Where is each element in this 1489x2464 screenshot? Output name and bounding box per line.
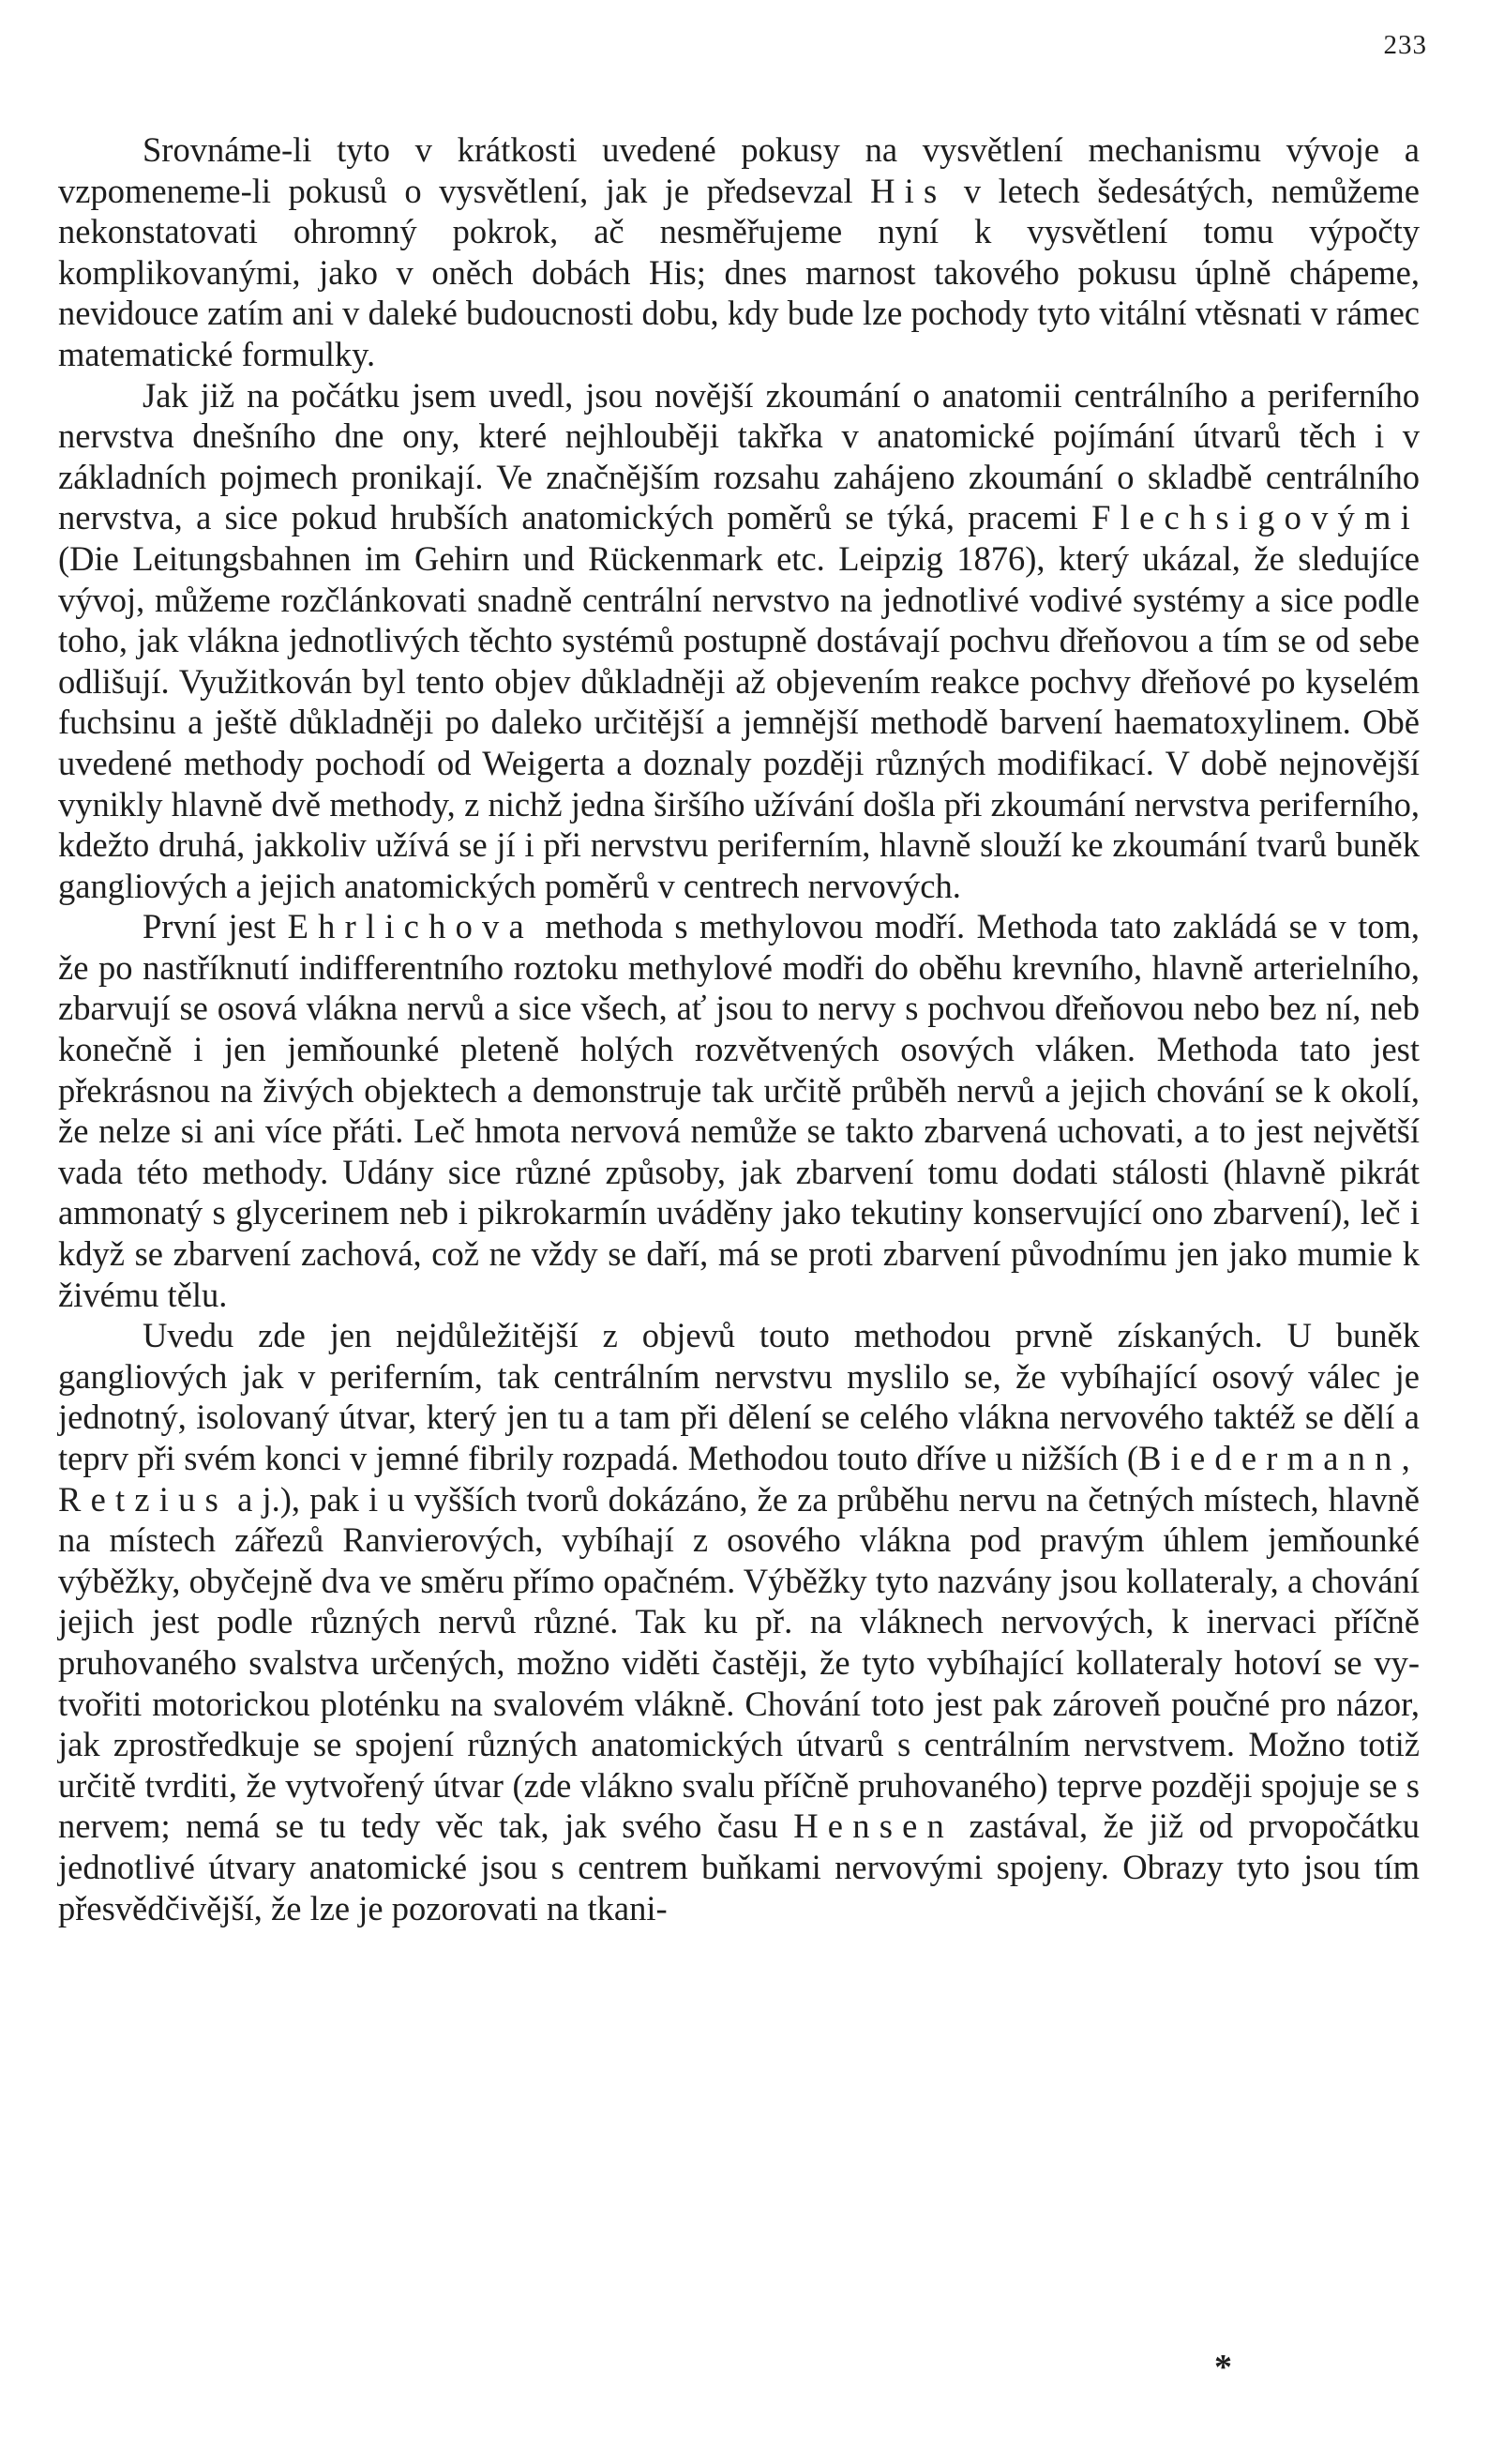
paragraph-3 <box>58 906 1420 1315</box>
paragraph-text: v letech šedesátých, nemůžeme nekonstatovati ohromný pokrok, ač nesměřujeme nyní k vysvětlení tomu výpočty komplikovanými, jako v oněch dobách His; dnes marnost takového pokusu úplně chápeme, nevidouce zatím ani v daleké budoucnosti dobu, kdy bude lze pochody tyto vitální vtěsnati v rámec matematické formulky. <box>58 171 1420 373</box>
author-names-biedermann-retzius: Biedermann, Retzius <box>58 1439 1420 1519</box>
paragraph-text: Uvedu zde jen nejdůležitější z objevů touto methodou prvně získaných. U buněk gangliových jak v periferním, tak centrálním nervstvu myslilo se, že vybíhající osový válec je jednotný, isolovaný útvar, který jen tu a tam při dělení se celého vlákna nervového taktéž se dělí a teprv při svém konci v jemné fibrily rozpadá. Methodou touto dříve u nižších ( <box>58 1316 1420 1477</box>
author-name-his: His <box>870 171 947 210</box>
author-name-hensen: Hensen <box>793 1806 955 1846</box>
paragraph-text: a j.), pak i u vyšších tvorů dokázáno, že za průběhu nervu na četných místech, hlavně na místech zářezů Ranvierových, vybíhají z osového vlákna pod pravým úhlem jemňounké výběžky, obyčejně dva ve směru přímo opačném. Výběžky tyto nazvány jsou kollateraly, a chování jejich jest podle různých nervů různé. Tak ku př. na vláknech nervových, k inervaci příčně pruhovaného svalstva určených, možno viděti častěji, že tyto vybíhající kollateraly hotoví se vytvořiti motorickou ploténku na svalovém vlákně. Chování toto jest pak zároveň poučné pro názor, jak zprostředkuje se spojení různých anatomických útvarů s centrálním nervstvem. Možno totiž určitě tvrditi, že vytvořený útvar (zde vlákno svalu příčně pruhovaného) teprve později spojuje se s nervem; nemá se tu tedy věc tak, jak svého času <box>58 1479 1420 1846</box>
paragraph-text: Jak již na počátku jsem uvedl, jsou novější zkoumání o anatomii centrálního a periferního nervstva dnešního dne ony, které nejhlouběji takřka v anatomické pojímání útvarů těch i v základních pojmech pronikají. Ve značnějším rozsahu zahájeno zkoumání o skladbě centrálního nervstva, a sice pokud hrubších anatomických poměrů se týká, pracemi <box>58 375 1420 537</box>
paragraph-text: Srovnáme-li tyto v krátkosti uvedené pokusy na vysvětlení mechanismu vývoje a vzpomeneme-li pokusů o vysvětlení, jak je předsevzal <box>58 130 1420 210</box>
author-name-ehrlich: Ehrlichova <box>287 907 534 946</box>
page-number: 233 <box>1383 30 1427 60</box>
paragraph-1 <box>58 129 1420 375</box>
paragraph-text: zastával, že již od prvopočátku jednotlivé útvary anatomické jsou s centrem buňkami nervovými spojeny. Obrazy tyto jsou tím přesvědčivější, že lze je pozorovati na tkani- <box>58 1806 1420 1927</box>
author-name-flechsig: Flechsigovými <box>1091 498 1420 537</box>
paragraph-4 <box>58 1315 1420 1928</box>
paragraph-text: První jest <box>143 907 288 946</box>
paragraph-2 <box>58 375 1420 907</box>
body-text <box>58 129 1420 1928</box>
signature-mark: * <box>1214 2348 1232 2387</box>
paragraph-text: (Die Leitungsbahnen im Gehirn und Rückenmark etc. Leipzig 1876), který ukázal, že sledujíce vývoj, můžeme rozčlánkovati snadně centrální nervstvo na jednotlivé vodivé systémy a sice podle toho, jak vlákna jednotlivých těchto systémů postupně dostávají pochvu dřeňovou a tím se od sebe odlišují. Využitkován byl tento objev důkladněji až objevením reakce pochvy dřeňové po kyselém fuchsinu a ještě důkladněji po daleko určitější a jemnější methodě barvení haematoxylinem. Obě uvedené methody pochodí od Weigerta a doznaly později různých modifikací. V době nejnovější vynikly hlavně dvě methody, z nichž jedna širšího užívání došla při zkoumání nervstva periferního, kdežto druhá, jakkoliv užívá se jí i při nervstvu periferním, hlavně slouží ke zkoumání tvarů buněk gangliových a jejich anatomických poměrů v centrech nervových. <box>58 538 1420 905</box>
paragraph-text: methoda s methylovou modří. Methoda tato zakládá se v tom, že po nastříknutí indifferentního roztoku methylové modři do oběhu krevního, hlavně arterielního, zbarvují se osová vlákna nervů a sice všech, ať jsou to nervy s pochvou dřeňovou nebo bez ní, neb konečně i jen jemňounké pleteně holých rozvětvených osových vláken. Methoda tato jest překrásnou na živých objektech a demonstruje tak určitě průběh nervů a jejich chování se k okolí, že nelze si ani více přáti. Leč hmota nervová nemůže se takto zbarvená uchovati, a to jest největší vada této methody. Udány sice různé způsoby, jak zbarvení tomu dodati stálosti (hlavně pikrát ammonatý s glycerinem neb i pikrokarmín uváděny jako tekutiny konservující ono zbarvení), leč i když se zbarvení zachová, což ne vždy se daří, má se proti zbarvení původnímu jen jako mumie k živému tělu. <box>58 907 1420 1314</box>
